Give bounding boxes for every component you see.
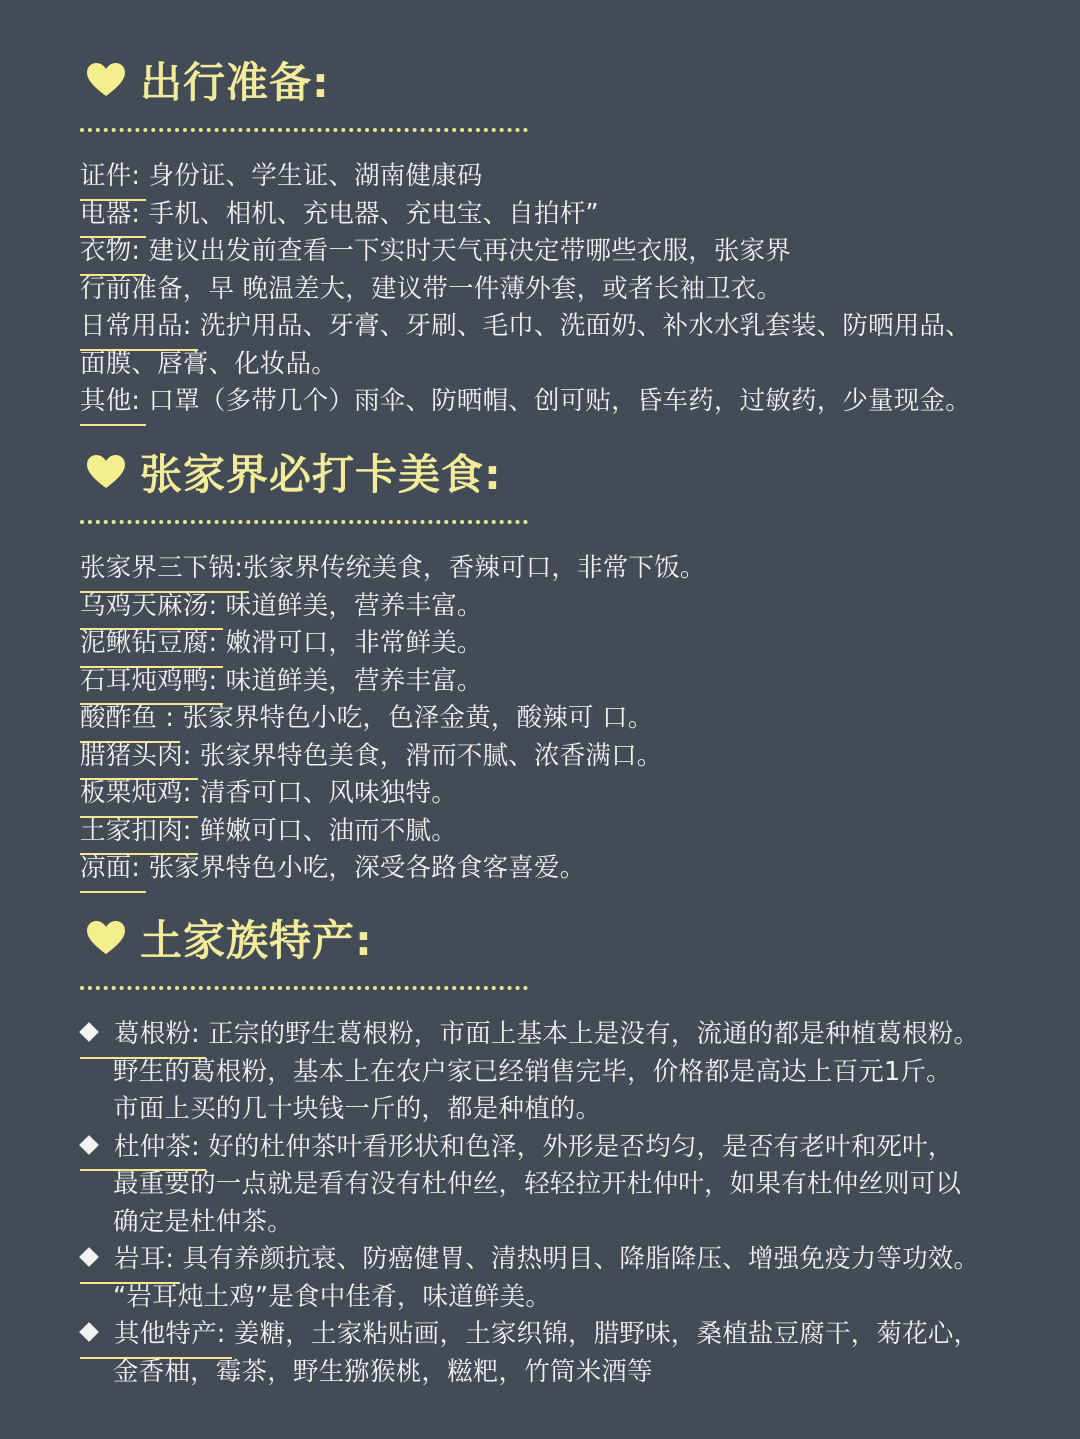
item-label: 酸酢鱼 : (80, 700, 174, 738)
heart-icon (86, 62, 126, 98)
item-text: 手机、相机、充电器、充电宝、自拍杆” (140, 198, 599, 229)
list-item (80, 738, 1040, 776)
list-item-continuation: 野生的葛根粉，基本上在农户家已经销售完毕，价格都是高达上百元1斤。 (113, 1056, 952, 1087)
item-label: 腊猪头肉: (80, 738, 192, 776)
item-text: 味道鲜美，营养丰富。 (217, 665, 483, 696)
dotted-divider (80, 128, 528, 132)
item-label: 石耳炖鸡鸭: (80, 663, 217, 701)
item-text: 张家界传统美食，香辣可口，非常下饭。 (243, 553, 706, 583)
item-label: 杜仲茶: (114, 1129, 200, 1167)
list-item-continuation: 金香柚，霉茶，野生猕猴桃，糍粑，竹筒米酒等 (113, 1356, 653, 1387)
section-heading (86, 50, 1040, 110)
section-heading (86, 908, 1040, 968)
item-text: 正宗的野生葛根粉，市面上基本上是没有，流通的都是种植葛根粉。 (199, 1019, 980, 1049)
list-item (80, 700, 1040, 738)
item-text: 清香可口、风味独特。 (191, 778, 457, 808)
item-label: 其他: (80, 383, 140, 421)
diamond-icon (79, 1135, 99, 1155)
item-text: 口罩（多带几个）雨伞、防晒帽、创可贴，昏车药，过敏药，少量现金。 (140, 386, 971, 416)
list-item (80, 550, 1040, 588)
section-heading (86, 442, 1040, 502)
item-label: 证件: (80, 158, 140, 196)
diamond-icon (79, 1022, 99, 1042)
item-text: 张家界特色美食，滑而不腻、浓香满口。 (191, 740, 663, 771)
item-text: 嫩滑可口，非常鲜美。 (217, 628, 483, 658)
item-text: 鲜嫩可口、油而不腻。 (191, 815, 457, 846)
list-item (80, 588, 1040, 626)
section-specialties (80, 908, 1040, 1391)
list-item (80, 775, 1040, 813)
list-item (80, 1016, 1040, 1129)
list-item (80, 308, 1040, 346)
item-label: 泥鳅钻豆腐: (80, 625, 217, 663)
list-item-continuation: 行前准备，早 晚温差大，建议带一件薄外套，或者长袖卫衣。 (80, 273, 783, 304)
item-text: 身份证、学生证、湖南健康码 (140, 161, 483, 191)
list-item (80, 625, 1040, 663)
item-text: 好的杜仲茶叶看形状和色泽，外形是否均匀，是否有老叶和死叶， (199, 1131, 954, 1162)
list-item (80, 1129, 1040, 1242)
item-text: 洗护用品、牙膏、牙刷、毛巾、洗面奶、补水水乳套装、防晒用品、 (191, 311, 971, 341)
heart-icon (86, 454, 126, 490)
section-title: 张家界必打卡美食: (140, 450, 502, 499)
item-label: 乌鸡天麻汤: (80, 588, 217, 626)
item-list (80, 1016, 1040, 1391)
list-item (80, 196, 1040, 234)
item-label: 岩耳: (114, 1241, 174, 1279)
item-list (80, 550, 1040, 888)
section-title: 土家族特产: (140, 916, 373, 965)
item-text: 建议出发前查看一下实时天气再决定带哪些衣服，张家界 (140, 236, 792, 266)
section-title: 出行准备: (140, 58, 330, 107)
heart-icon (86, 920, 126, 956)
item-label: 电器: (80, 196, 140, 234)
dotted-divider (80, 986, 528, 990)
list-item-continuation: “岩耳炖土鸡”是食中佳肴，味道鲜美。 (113, 1281, 552, 1312)
list-item (80, 1316, 1040, 1391)
list-item (80, 233, 1040, 271)
item-label: 日常用品: (80, 308, 192, 346)
list-item (80, 1241, 1040, 1316)
list-item (80, 850, 1040, 888)
item-label: 板栗炖鸡: (80, 775, 192, 813)
list-item-continuation: 面膜、唇膏、化妆品。 (80, 348, 338, 379)
item-label: 葛根粉: (114, 1016, 200, 1054)
item-label: 衣物: (80, 233, 140, 271)
item-label: 凉面: (80, 850, 140, 888)
list-item (80, 383, 1040, 421)
item-text: 张家界特色小吃，深受各路食客喜爱。 (140, 853, 586, 883)
item-text: 姜糖，土家粘贴画，土家织锦，腊野味，桑植盐豆腐干，菊花心， (225, 1319, 980, 1349)
list-item-continuation: 确定是杜仲茶。 (113, 1206, 293, 1237)
dotted-divider (80, 520, 528, 524)
item-text: 张家界特色小吃，色泽金黄，酸辣可 口。 (174, 703, 654, 733)
item-list (80, 158, 1040, 421)
section-food (80, 442, 1040, 888)
section-travel-prep (80, 50, 1040, 421)
list-item (80, 813, 1040, 851)
diamond-icon (79, 1322, 99, 1342)
item-label: 张家界三下锅: (80, 550, 243, 588)
list-item-continuation: 市面上买的几十块钱一斤的，都是种植的。 (113, 1094, 602, 1124)
item-label: 其他特产: (114, 1316, 226, 1354)
item-text: 具有养颜抗衰、防癌健胃、清热明目、降脂降压、增强免疫力等功效。 (174, 1244, 980, 1274)
list-item (80, 158, 1040, 196)
list-item-continuation: 最重要的一点就是看有没有杜仲丝，轻轻拉开杜仲叶，如果有杜仲丝则可以 (113, 1169, 962, 1199)
list-item (80, 663, 1040, 701)
diamond-icon (79, 1247, 99, 1267)
item-text: 味道鲜美，营养丰富。 (217, 590, 483, 621)
item-label: 土家扣肉: (80, 813, 192, 851)
